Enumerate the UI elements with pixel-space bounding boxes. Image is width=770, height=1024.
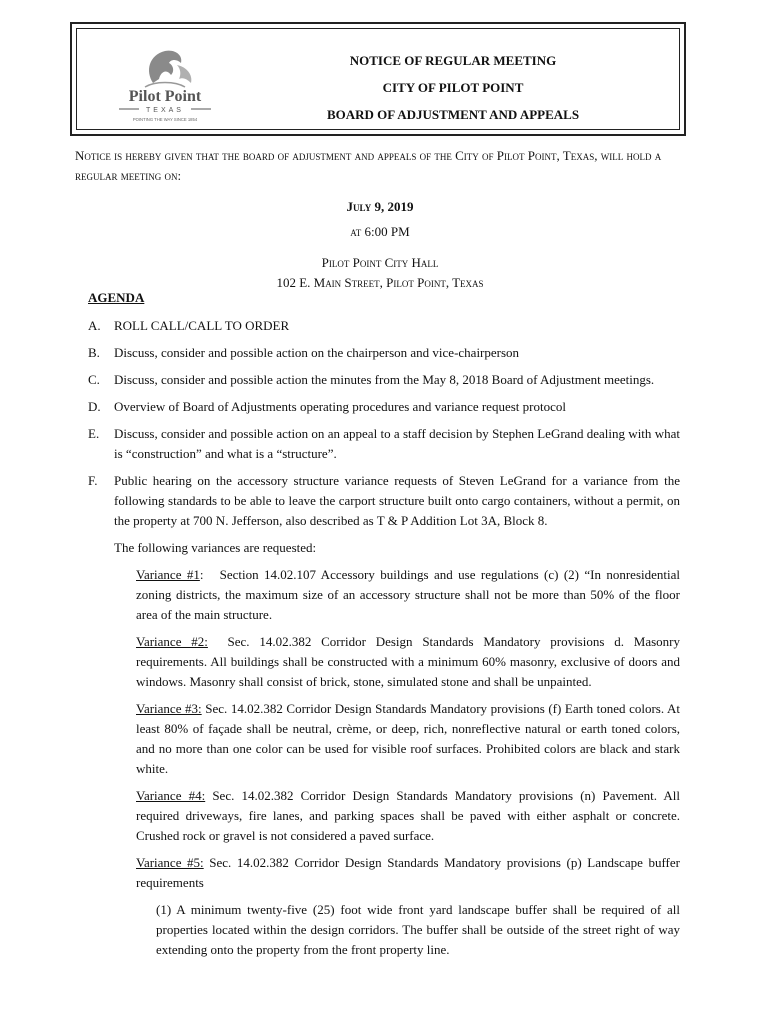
- variance-1: Variance #1: Section 14.02.107 Accessory buildings and use regulations (c) (2) “In nonresidential zoning districts, the maximum size of an accessory structure shall not be more than 50% of the floor area of the main structure.: [136, 567, 681, 622]
- agenda-item-c: C. Discuss, consider and possible action the minutes from the May 8, 2018 Board of Adjustment meetings.: [88, 372, 655, 387]
- meeting-date: July 9, 2019: [346, 199, 414, 214]
- pilot-point-logo: [115, 43, 215, 127]
- agenda-item-a: A. ROLL CALL/CALL TO ORDER: [88, 318, 290, 333]
- agenda-title: AGENDA: [88, 290, 145, 305]
- meeting-address: 102 E. Main Street, Pilot Point, Texas: [276, 275, 484, 290]
- notice-text: Notice is hereby given that the board of adjustment and appeals of the City of Pilot Point, Texas, will hold a regular meeting on:: [75, 148, 662, 183]
- variance-3: Variance #3: Sec. 14.02.382 Corridor Design Standards Mandatory provisions (f) Earth toned colors. At least 80% of façade shall be neutral, crème, or deep, rich, nonreflective natural or earth toned colors, and no more than one color can be used for visible roof surfaces. Prohibited colors are black and stark white.: [136, 701, 680, 776]
- header-title-2: CITY OF PILOT POINT: [382, 80, 524, 95]
- header-title-3: BOARD OF ADJUSTMENT AND APPEALS: [326, 107, 580, 122]
- agenda-item-b: B. Discuss, consider and possible action on the chairperson and vice-chairperson: [88, 345, 520, 360]
- agenda-list: [88, 316, 680, 967]
- logo-name: Pilot Point: [128, 88, 202, 105]
- meeting-location: Pilot Point City Hall: [321, 255, 439, 270]
- agenda-item-d: D. Overview of Board of Adjustments operating procedures and variance request protocol: [88, 399, 566, 414]
- agenda-item-e: E. Discuss, consider and possible action on an appeal to a staff decision by Stephen LeGrand dealing with what is “construction” and what is a “structure”.: [88, 426, 680, 461]
- variances-intro: The following variances are requested:: [114, 540, 317, 555]
- sub-provision-1: (1) A minimum twenty-five (25) foot wide front yard landscape buffer shall be required of all properties located within the design corridors. The buffer shall be outside of the street right of way extending onto the property from the front property line.: [156, 902, 680, 957]
- variance-5: Variance #5: Sec. 14.02.382 Corridor Design Standards Mandatory provisions (p) Landscape buffer requirements: [136, 855, 680, 890]
- logo-sub: TEXAS: [146, 107, 184, 114]
- header-box: [70, 22, 686, 136]
- variance-2: Variance #2: Sec. 14.02.382 Corridor Design Standards Mandatory provisions d. Masonry requirements. All buildings shall be constructed with a minimum 60% masonry, exclusive of doors and windows. Masonry shall consist of brick, stone, simulated stone and shall be unpainted.: [136, 634, 680, 689]
- variance-4: Variance #4: Sec. 14.02.382 Corridor Design Standards Mandatory provisions (n) Pavement. All required driveways, fire lanes, and parking spaces shall be paved with either asphalt or concrete. Crushed rock or gravel is not considered a paved surface.: [136, 788, 681, 843]
- header-title-1: NOTICE OF REGULAR MEETING: [349, 53, 557, 68]
- logo-tagline: POINTING THE WAY SINCE 1854: [132, 117, 198, 122]
- agenda-item-f: F. Public hearing on the accessory structure variance requests of Steven LeGrand for a variance from the following standards to be able to leave the carport structure built onto cargo containers, without a permit, on the property at 700 N. Jefferson, also described as T & P Addition Lot 3A, Block 8. The following variances are requested: Variance #1: Section 14.02.107 Accessory buildings and use regulations (c) (2) “In nonresidential zoning districts, the maximum size of an accessory structure shall not be more than 50% of the floor area of the main structure. Variance #2: Sec. 14.02.382 Corridor Design Standards Mandatory provisions d. Masonry requirements. All buildings shall be constructed with a minimum 60% masonry, exclusive of doors and windows. Masonry shall consist of brick, stone, simulated stone and shall be unpainted. Variance #3: Sec. 14.02.382 Corridor Design Standards Mandatory provisions (f) Earth toned colors. At least 80% of façade shall be neutral, crème, or deep, rich, nonreflective natural or earth toned colors, and no more than one color can be used for visible roof surfaces. Prohibited colors are black and stark white. Variance #4: Sec. 14.02.382 Corridor Design Standards Mandatory provisions (n) Pavement. All required driveways, fire lanes, and parking spaces shall be paved with either asphalt or concrete. Crushed rock or gravel is not considered a paved surface. Variance #5: Sec. 14.02.382 Corridor Design Standards Mandatory provisions (p) Landscape buffer requirements (1) A minimum twenty-five (25) foot wide front yard landscape buffer shall be required of all properties located within the design corridors. The buffer shall be outside of the street right of way extending onto the property from the front property line.: [88, 471, 680, 960]
- header-inner-border: [76, 28, 680, 130]
- meeting-time: at 6:00 PM: [350, 224, 410, 239]
